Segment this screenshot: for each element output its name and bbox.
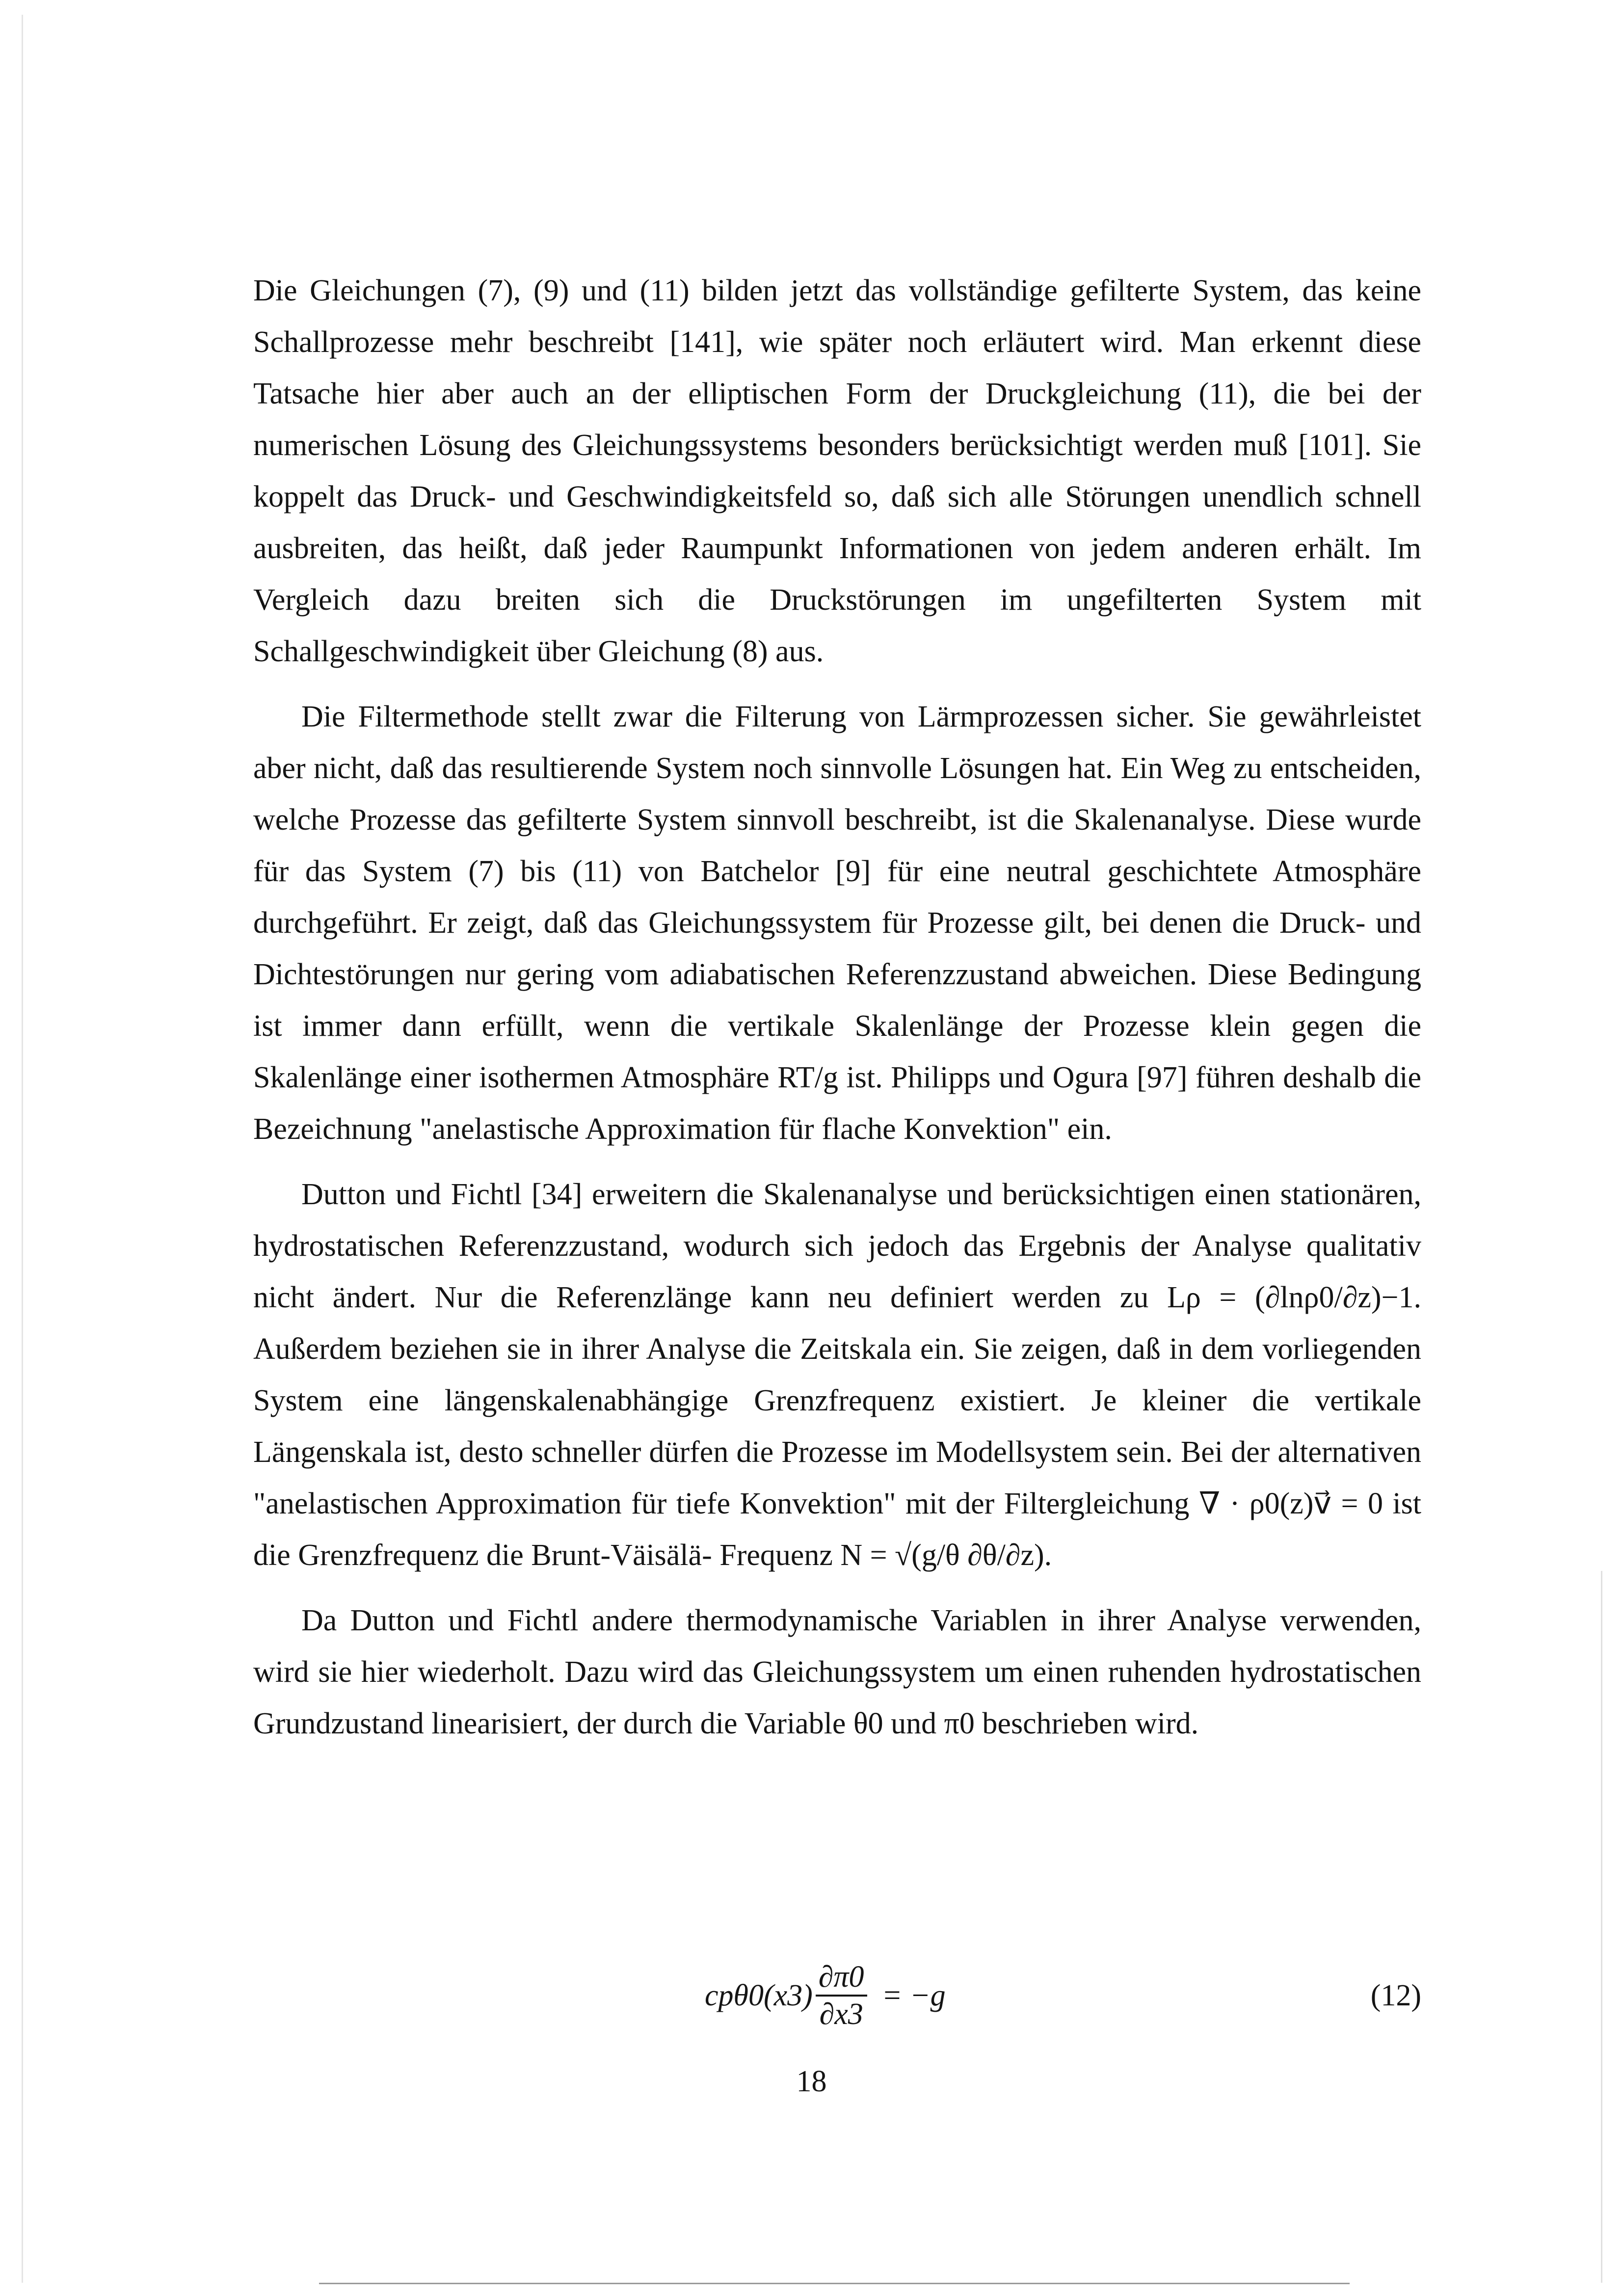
equation-denominator: ∂x3 — [819, 1998, 863, 2031]
equation-rhs: = −g — [881, 1978, 946, 2012]
page-body — [253, 265, 1421, 1763]
paragraph-3: Dutton und Fichtl [34] erweitern die Skalenanalyse und berücksichtigen einen stationären, hydrostatischen Referenzzustand, wodurch sich jedoch das Ergebnis der Analyse qualitativ nicht ändert. Nur die Referenzlänge kann neu definiert werden zu Lρ = (∂lnρ0/∂z)−1. Außerdem beziehen sie in ihrer Analyse die Zeitskala ein. Sie zeigen, daß in dem vorliegenden System eine längenskalenabhängige Grenzfrequenz existiert. Je kleiner die vertikale Längenskala ist, desto schneller dürfen die Prozesse im Modellsystem sein. Bei der alternativen "anelastischen Approximation für tiefe Konvektion" mit der Filtergleichung ∇ · ρ0(z)v⃗ = 0 ist die Grenzfrequenz die Brunt-Väisälä- Frequenz N = √(g/θ ∂θ/∂z). — [253, 1178, 1421, 1572]
equation-12 — [253, 1956, 1421, 2035]
equation-numerator: ∂π0 — [816, 1959, 867, 1997]
paragraph-4: Da Dutton und Fichtl andere thermodynamische Variablen in ihrer Analyse verwenden, wird sie hier wiederholt. Dazu wird das Gleichungssystem um einen ruhenden hydrostatischen Grundzustand linearisiert, der durch die Variable θ0 und π0 beschrieben wird. — [253, 1604, 1421, 1740]
equation-body — [705, 1956, 946, 2035]
equation-fraction — [816, 1959, 867, 2032]
scan-edge-bottom — [319, 2283, 1350, 2284]
scan-edge-left — [22, 15, 23, 2283]
scan-edge-right — [1601, 1571, 1602, 2283]
equation-number: (12) — [1370, 1978, 1421, 2012]
paragraph-1: Die Gleichungen (7), (9) und (11) bilden jetzt das vollständige gefilterte System, das keine Schallprozesse mehr beschreibt [141], wie später noch erläutert wird. Man erkennt diese Tatsache hier aber auch an der elliptischen Form der Druckgleichung (11), die bei der numerischen Lösung des Gleichungssystems besonders berücksichtigt werden muß [101]. Sie koppelt das Druck- und Geschwindigkeitsfeld so, daß sich alle Störungen unendlich schnell ausbreiten, das heißt, daß jeder Raumpunkt Informationen von jedem anderen erhält. Im Vergleich dazu breiten sich die Druckstörungen im ungefilterten System mit Schallgeschwindigkeit über Gleichung (8) aus. — [253, 274, 1421, 668]
page-number: 18 — [796, 2065, 827, 2098]
equation-lhs-prefix: cpθ0(x3) — [705, 1978, 813, 2012]
paragraph-2: Die Filtermethode stellt zwar die Filterung von Lärmprozessen sicher. Sie gewährleistet aber nicht, daß das resultierende System noch sinnvolle Lösungen hat. Ein Weg zu entscheiden, welche Prozesse das gefilterte System sinnvoll beschreibt, ist die Skalenanalyse. Diese wurde für das System (7) bis (11) von Batchelor [9] für eine neutral geschichtete Atmosphäre durchgeführt. Er zeigt, daß das Gleichungssystem für Prozesse gilt, bei denen die Druck- und Dichtestörungen nur gering vom adiabatischen Referenzzustand abweichen. Diese Bedingung ist immer dann erfüllt, wenn die vertikale Skalenlänge der Prozesse klein gegen die Skalenlänge einer isothermen Atmosphäre RT/g ist. Philipps und Ogura [97] führen deshalb die Bezeichnung "anelastische Approximation für flache Konvektion" ein. — [253, 700, 1421, 1146]
